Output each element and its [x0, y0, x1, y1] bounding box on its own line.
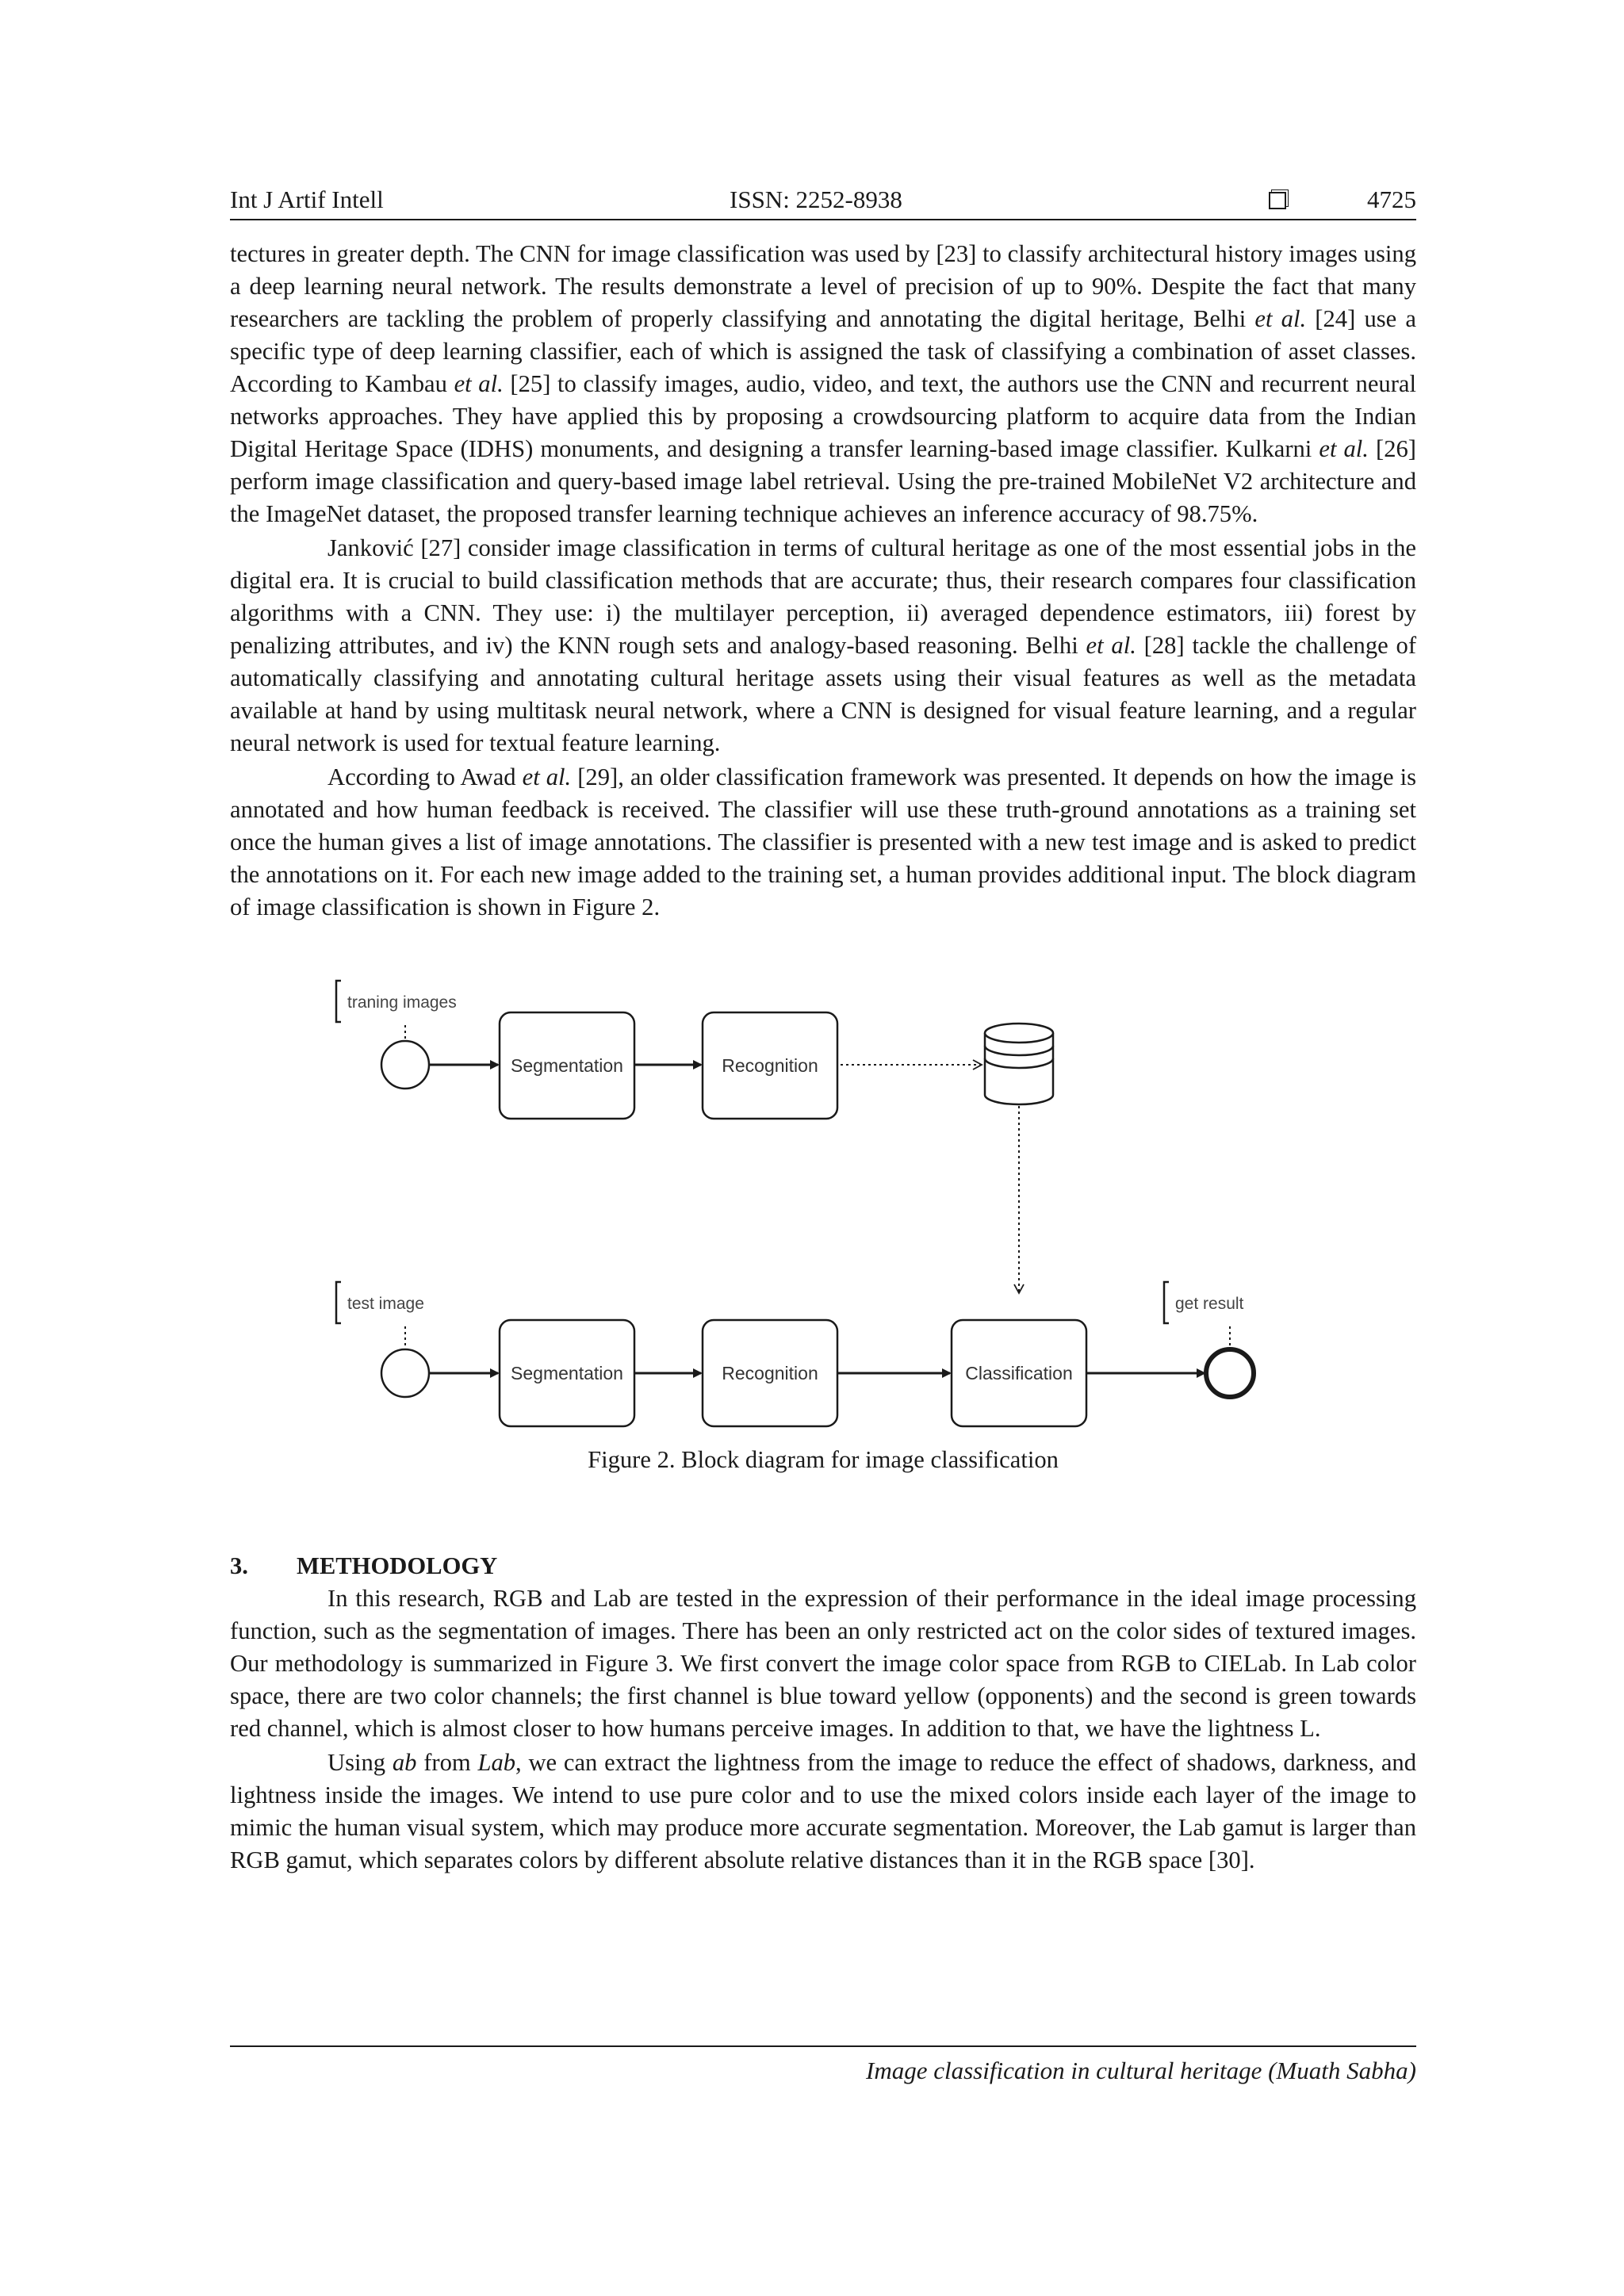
figure-2 [230, 947, 1416, 1439]
body-text-methodology [230, 1582, 1416, 1877]
section-heading [230, 1550, 1416, 1582]
text-run: According to Awad [327, 763, 523, 790]
paragraph [230, 1747, 1416, 1877]
italic-run: et al. [1319, 435, 1369, 462]
paragraph [230, 1582, 1416, 1745]
annotation-get-result [1164, 1282, 1244, 1347]
text-run: In this research, RGB and Lab are tested in the expression of their performance in the ideal image processing function, such as the segmentation of images. There has been an only restricted act on the color sides of textured images. Our methodology is summarized in Figure 3. We first convert the image color space from RGB to CIELab. In Lab color space, there are two color channels; the first channel is blue toward yellow (opponents) and the second is green towards red channel, which is almost closer to how humans perceive images. In addition to that, we have the lightness L. [230, 1585, 1416, 1742]
annotation-test-image [336, 1282, 424, 1349]
text-run: , we can extract the lightness from the image to reduce the effect of shadows, darkness, and lightness inside the images. We intend to use pure color and to use the mixed colors inside each layer of the image to mimic the human visual system, which may produce more accurate segmentation. Moreover, the Lab gamut is larger than RGB gamut, which separates colors by different absolute relative distances than it in the RGB space [30]. [230, 1749, 1416, 1873]
text-run: Using [327, 1749, 393, 1776]
journal-name: Int J Artif Intell [230, 186, 384, 213]
italic-run: et al. [454, 370, 504, 397]
figure-caption: Figure 2. Block diagram for image classification [588, 1446, 1059, 1473]
svg-text:Classification: Classification [965, 1363, 1073, 1383]
text-run: [24] use a specific type of deep learning classifier, each of which is assigned the task of classifying a combination of asset classes. According to Kambau [230, 305, 1416, 397]
paragraph [230, 761, 1416, 924]
text-run: [29], an older classification framework was presented. It depends on how the image is annotated and how human feedback is received. The classifier will use these truth-ground annotations as a training set once the human gives a list of image annotations. The classifier is presented with a new test image and is asked to predict the annotations on it. For each new image added to the training set, a human provides additional input. The block diagram of image classification is shown in Figure 2. [230, 763, 1416, 920]
paragraph [230, 238, 1416, 530]
paper-page [230, 184, 1416, 1878]
italic-run: et al. [1086, 632, 1136, 659]
italic-run: ab [392, 1749, 417, 1776]
bottom-segmentation-block [500, 1320, 634, 1426]
database-icon [985, 1024, 1053, 1104]
section-title: METHODOLOGY [297, 1552, 498, 1579]
top-recognition-block [703, 1012, 837, 1119]
text-run: [28] tackle the challenge of automatically classifying and annotating cultural heritage assets using their visual features as well as the metadata available at hand by using multitask neural network, where a CNN is designed for visual feature learning, and a regular neural network is used for textual feature learning. [230, 632, 1417, 756]
text-run: Janković [27] consider image classification in terms of cultural heritage as one of the most essential jobs in the digital era. It is crucial to build classification methods that are accurate; thus, their research compares four classification algorithms with a CNN. They use: i) the multilayer perception, ii) averaged dependence estimators, iii) forest by penalizing attributes, and iv) the KNN rough sets and analogy-based reasoning. Belhi [230, 534, 1416, 659]
svg-text:test image: test image [347, 1295, 424, 1313]
section-number: 3. [230, 1552, 248, 1579]
top-segmentation-block [500, 1012, 634, 1119]
svg-text:traning images: traning images [347, 993, 457, 1012]
text-run: [26] perform image classification and query-based image label retrieval. Using the pre-trained MobileNet V2 architecture and the ImageNet dataset, the proposed transfer learning technique achieves an inference accuracy of 98.75%. [230, 435, 1416, 527]
bottom-recognition-block [703, 1320, 837, 1426]
text-run: [25] to classify images, audio, video, and text, the authors use the CNN and recurrent neural networks approaches. They have applied this by proposing a crowdsourcing platform to acquire data from the Indian Digital Heritage Space (IDHS) monuments, and designing a transfer learning-based image classifier. Kulkarni [230, 370, 1416, 462]
text-run: tectures in greater depth. The CNN for image classification was used by [23] to classify architectural history images using a deep learning neural network. The results demonstrate a level of precision of up to 90%. Despite the fact that many researchers are tackling the problem of properly classifying and annotating the digital heritage, Belhi [230, 240, 1416, 332]
svg-text:Recognition: Recognition [722, 1363, 818, 1383]
text-run: from [416, 1749, 478, 1776]
square-icon [1269, 192, 1286, 209]
paragraph [230, 532, 1416, 760]
svg-text:Recognition: Recognition [722, 1055, 818, 1076]
end-event [1206, 1349, 1254, 1397]
body-text [230, 238, 1416, 924]
block-diagram [230, 947, 1416, 1439]
italic-run: et al. [1254, 305, 1307, 332]
svg-text:get result: get result [1175, 1295, 1244, 1313]
page-number: 4725 [1367, 186, 1416, 213]
italic-run: Lab [477, 1749, 516, 1776]
running-footer: Image classification in cultural heritage (Muath Sabha) [230, 2045, 1416, 2087]
annotation-training-images [336, 981, 457, 1047]
svg-text:Segmentation: Segmentation [511, 1055, 623, 1076]
start-event-bottom [381, 1349, 429, 1397]
start-event-top [381, 1041, 429, 1089]
italic-run: et al. [522, 763, 572, 790]
svg-text:Segmentation: Segmentation [511, 1363, 623, 1383]
issn: ISSN: 2252-8938 [730, 186, 902, 213]
running-header [230, 184, 1416, 220]
classification-block [952, 1320, 1086, 1426]
